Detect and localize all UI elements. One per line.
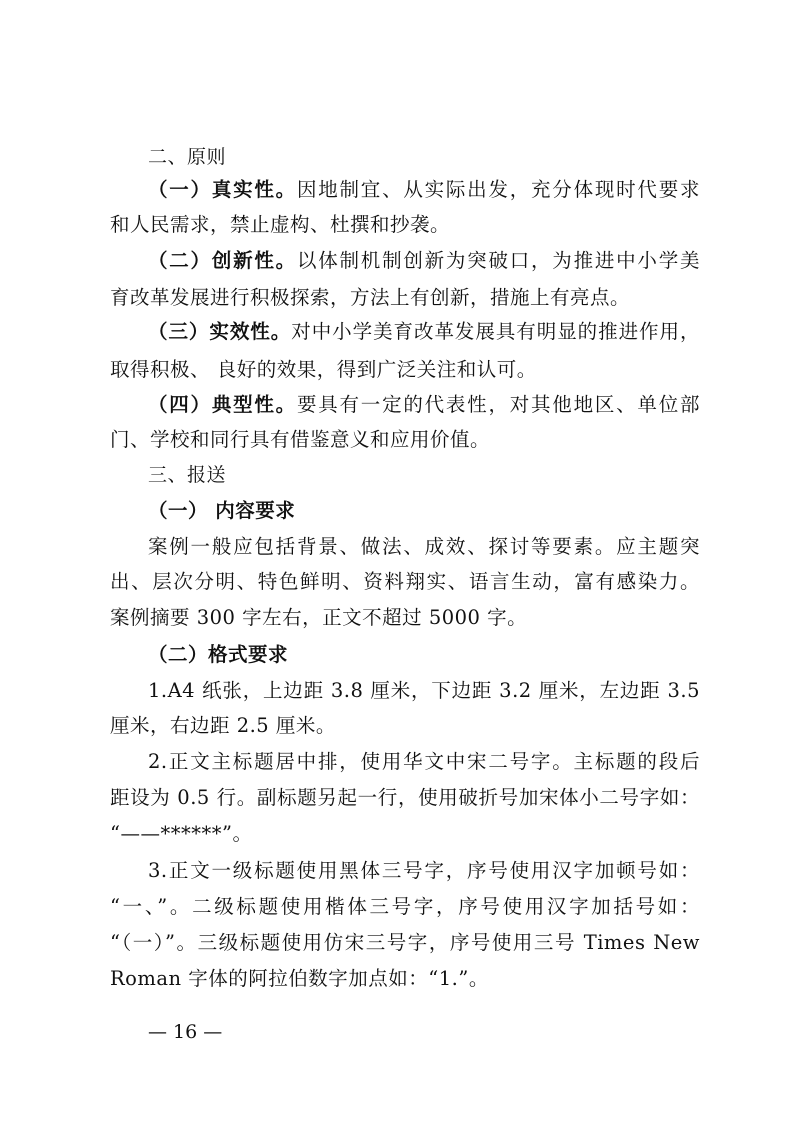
subheading-content-requirements xyxy=(148,497,700,525)
paragraph-content-line-2 xyxy=(110,568,700,596)
principle-label: （一）真实性。 xyxy=(148,178,297,201)
paragraph-text: 2.正文主标题居中排，使用华文中宋二号字。主标题的段后 xyxy=(148,750,700,773)
paragraph-typicality-line-1 xyxy=(148,391,700,419)
section-heading-principles xyxy=(148,143,700,171)
paragraph-text: 取得积极、 良好的效果，得到广泛关注和认可。 xyxy=(110,358,537,381)
format-item-1-line-2 xyxy=(110,712,700,740)
paragraph-text: “——******”。 xyxy=(110,822,253,845)
paragraph-text: 因地制宜、从实际出发，充分体现时代要求 xyxy=(296,178,700,201)
paragraph-text: “（一）”。三级标题使用仿宋三号字，序号使用三号 Times New xyxy=(110,931,700,954)
paragraph-text: “一、”。二级标题使用楷体三号字，序号使用汉字加括号如： xyxy=(110,895,700,918)
paragraph-content-line-3 xyxy=(110,604,700,632)
page-number: — 16 — xyxy=(148,1021,223,1043)
section-heading-submission xyxy=(148,461,700,489)
paragraph-text: 案例摘要 300 字左右，正文不超过 5000 字。 xyxy=(110,606,528,629)
format-item-2-line-3 xyxy=(110,820,700,848)
paragraph-text: 出、层次分明、特色鲜明、资料翔实、语言生动，富有感染力。 xyxy=(110,570,700,593)
format-item-1-line-1 xyxy=(148,677,700,705)
paragraph-content-line-1 xyxy=(148,533,700,561)
format-item-3-line-1 xyxy=(148,857,700,885)
principle-label: （四）典型性。 xyxy=(148,393,297,416)
paragraph-text: 对中小学美育改革发展具有明显的推进作用， xyxy=(291,320,700,343)
paragraph-text: 门、学校和同行具有借鉴意义和应用价值。 xyxy=(110,428,491,451)
format-item-2-line-1 xyxy=(148,748,700,776)
heading-text: 二、原则 xyxy=(148,146,227,168)
paragraph-text: 以体制机制创新为突破口，为推进中小学美 xyxy=(296,249,700,272)
paragraph-authenticity-line-2 xyxy=(110,211,700,239)
format-item-3-line-3 xyxy=(110,929,700,957)
paragraph-innovation-line-2 xyxy=(110,284,700,312)
format-item-2-line-2 xyxy=(110,784,700,812)
paragraph-text: 要具有一定的代表性，对其他地区、单位部 xyxy=(296,393,700,416)
paragraph-effectiveness-line-2 xyxy=(110,356,700,384)
subheading-format-requirements xyxy=(148,641,700,669)
subheading-text: （一） 内容要求 xyxy=(148,499,296,522)
subheading-text: （二）格式要求 xyxy=(148,643,289,666)
paragraph-typicality-line-2 xyxy=(110,426,700,454)
format-item-3-line-4 xyxy=(110,965,700,993)
paragraph-effectiveness-line-1 xyxy=(148,318,700,346)
paragraph-text: 和人民需求，禁止虚构、杜撰和抄袭。 xyxy=(110,213,451,236)
paragraph-text: 1.A4 纸张，上边距 3.8 厘米，下边距 3.2 厘米，左边距 3.5 xyxy=(148,679,700,702)
paragraph-text: 3.正文一级标题使用黑体三号字，序号使用汉字加顿号如： xyxy=(148,859,700,882)
heading-text: 三、报送 xyxy=(148,464,227,486)
principle-label: （二）创新性。 xyxy=(148,249,297,272)
paragraph-text: 厘米，右边距 2.5 厘米。 xyxy=(110,714,336,737)
principle-label: （三）实效性。 xyxy=(148,320,292,343)
paragraph-text: 案例一般应包括背景、做法、成效、探讨等要素。应主题突 xyxy=(148,535,700,558)
paragraph-text: 育改革发展进行积极探索，方法上有创新，措施上有亮点。 xyxy=(110,286,631,309)
paragraph-innovation-line-1 xyxy=(148,247,700,275)
format-item-3-line-2 xyxy=(110,893,700,921)
paragraph-text: 距设为 0.5 行。副标题另起一行，使用破折号加宋体小二号字如： xyxy=(110,786,700,809)
paragraph-text: Roman 字体的阿拉伯数字加点如：“1.”。 xyxy=(110,967,489,990)
paragraph-authenticity-line-1 xyxy=(148,176,700,204)
